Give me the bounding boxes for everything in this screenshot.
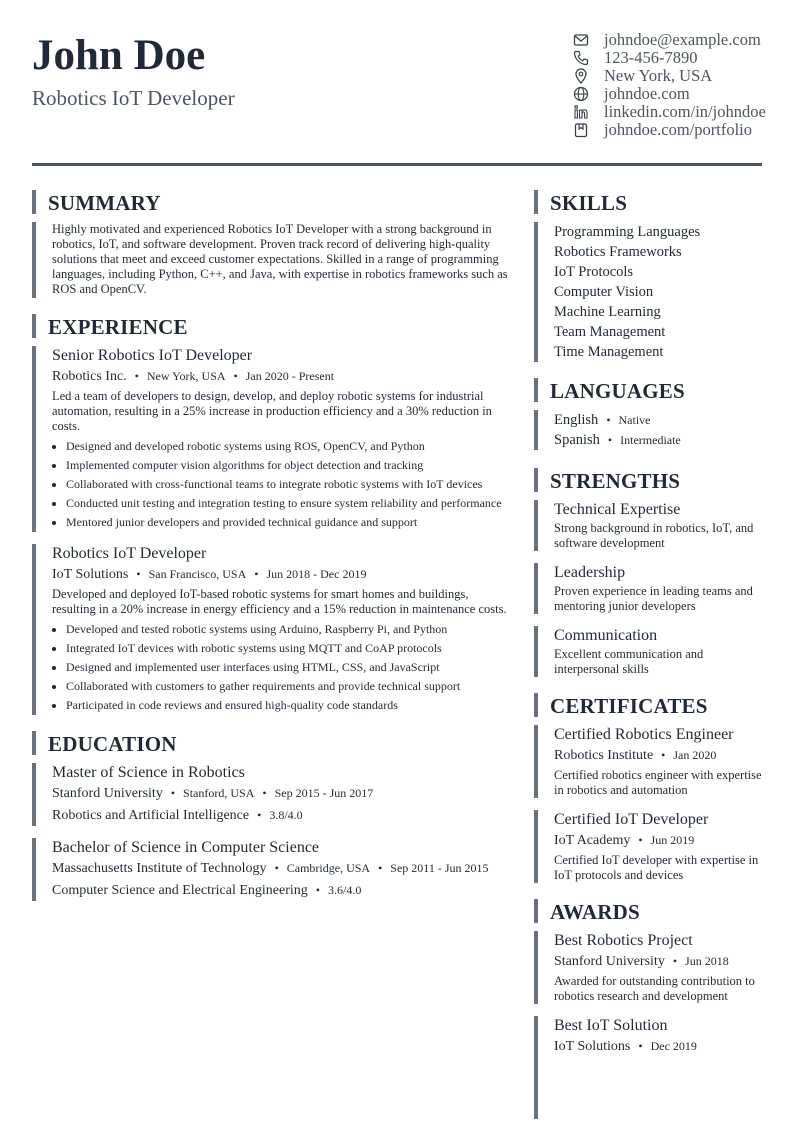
education-gpa: 3.6/4.0 xyxy=(328,883,362,897)
strength-description: Excellent communication and interpersonal skills xyxy=(554,647,704,676)
separator-dot: • xyxy=(257,808,262,822)
education-meta xyxy=(52,858,512,879)
certificate-meta xyxy=(554,830,762,851)
job-bullet: • Designed and developed robotic systems using ROS, OpenCV, and Python xyxy=(66,437,512,456)
job-bullet: • Collaborated with customers to gather requirements and provide technical support xyxy=(66,677,512,696)
award-title: Best IoT Solution xyxy=(554,1017,668,1034)
contact-location-text: New York, USA xyxy=(604,66,713,85)
award-issuer: IoT Solutions xyxy=(554,1039,631,1054)
certificates-heading: CERTIFICATES xyxy=(534,693,762,717)
header-divider xyxy=(32,163,762,166)
job-description: Led a team of developers to design, develop, and deploy robotic systems for industrial automation, resulting in a 25% increase in production efficiency and a 30% reduction in costs. xyxy=(52,389,492,433)
strength-title: Technical Expertise xyxy=(554,501,681,518)
summary-heading: SUMMARY xyxy=(32,190,512,214)
strength-item xyxy=(534,500,762,551)
award-description: Awarded for outstanding contribution to robotics research and development xyxy=(554,974,755,1003)
certificate-title: Certified IoT Developer xyxy=(554,811,709,828)
separator-dot: • xyxy=(607,433,613,447)
job-title: Robotics IoT Developer xyxy=(52,545,207,562)
left-column xyxy=(32,190,512,913)
contact-linkedin[interactable] xyxy=(572,103,772,121)
experience-heading: EXPERIENCE xyxy=(32,314,512,338)
language-name: Spanish xyxy=(554,432,600,448)
award-title: Best Robotics Project xyxy=(554,932,693,949)
separator-dot: • xyxy=(274,861,279,875)
job-bullet: • Mentored junior developers and provided technical guidance and support xyxy=(66,513,512,532)
certificate-item xyxy=(534,810,762,883)
contact-website[interactable] xyxy=(572,85,772,103)
school-name: Massachusetts Institute of Technology xyxy=(52,861,267,876)
summary-block xyxy=(32,222,512,298)
education-item xyxy=(32,763,512,826)
job-location: New York, USA xyxy=(146,369,226,383)
job-bullet: • Implemented computer vision algorithms for object detection and tracking xyxy=(66,456,512,475)
awards-heading: AWARDS xyxy=(534,899,762,923)
skills-block xyxy=(534,222,762,362)
separator-dot: • xyxy=(661,748,666,762)
skill-item: Time Management xyxy=(554,344,664,360)
candidate-title: Robotics IoT Developer xyxy=(32,86,235,110)
job-bullets xyxy=(52,437,512,532)
award-issuer: Stanford University xyxy=(554,954,665,969)
award-date: Jun 2018 xyxy=(685,954,729,968)
education-dates: Sep 2015 - Jun 2017 xyxy=(274,786,374,800)
job-dates: Jun 2018 - Dec 2019 xyxy=(266,567,367,581)
location-icon xyxy=(572,67,590,85)
contact-location xyxy=(572,67,772,85)
contact-portfolio-text: johndoe.com/portfolio xyxy=(604,120,753,139)
separator-dot: • xyxy=(672,954,678,968)
education-field: Computer Science and Electrical Engineering xyxy=(52,883,308,898)
skill-item: IoT Protocols xyxy=(554,264,634,280)
contact-email[interactable] xyxy=(572,31,772,49)
education-field-row xyxy=(52,805,512,826)
separator-dot: • xyxy=(315,883,320,897)
skills-heading: SKILLS xyxy=(534,190,762,214)
strength-item xyxy=(534,563,762,614)
summary-text: Highly motivated and experienced Robotics IoT Developer with a strong background in robotics, IoT, and software development. Proven track record of delivering high-quality solutions that meet and exceed customer expectations. Skilled in a range of programming languages, including Python, C++, and Java, with expertise in robotics frameworks such as ROS and OpenCV. xyxy=(52,222,508,296)
language-item xyxy=(554,410,762,430)
school-location: Stanford, USA xyxy=(183,786,255,800)
linkedin-icon xyxy=(572,103,590,121)
experience-item xyxy=(32,544,512,715)
contact-phone[interactable] xyxy=(572,49,772,67)
skill-item: Robotics Frameworks xyxy=(554,244,682,260)
separator-dot: • xyxy=(254,567,259,581)
education-item xyxy=(32,838,512,901)
separator-dot: • xyxy=(606,413,611,427)
award-item xyxy=(534,1016,762,1119)
separator-dot: • xyxy=(638,1039,643,1053)
certificate-description: Certified IoT developer with expertise in IoT protocols and devices xyxy=(554,853,759,882)
school-location: Cambridge, USA xyxy=(286,861,371,875)
award-item xyxy=(534,931,762,1004)
job-dates: Jan 2020 - Present xyxy=(245,369,335,383)
separator-dot: • xyxy=(134,369,139,383)
certificate-issuer: Robotics Institute xyxy=(554,748,654,763)
certificate-date: Jun 2019 xyxy=(650,833,695,847)
job-meta xyxy=(52,564,512,585)
skill-item: Computer Vision xyxy=(554,284,654,300)
strengths-heading: STRENGTHS xyxy=(534,468,762,492)
strength-title: Leadership xyxy=(554,564,626,581)
job-bullet: • Conducted unit testing and integration testing to ensure system reliability and performance xyxy=(66,494,512,513)
languages-heading: LANGUAGES xyxy=(534,378,762,402)
separator-dot: • xyxy=(170,786,176,800)
skill-item: Machine Learning xyxy=(554,304,661,320)
job-title: Senior Robotics IoT Developer xyxy=(52,347,253,364)
job-bullet: • Participated in code reviews and ensured high-quality code standards xyxy=(66,696,512,715)
candidate-name: John Doe xyxy=(32,32,206,79)
degree-title: Bachelor of Science in Computer Science xyxy=(52,839,320,856)
education-heading: EDUCATION xyxy=(32,731,512,755)
job-bullet: • Collaborated with cross-functional teams to integrate robotic systems with IoT devices xyxy=(66,475,512,494)
job-description: Developed and deployed IoT-based robotic systems for smart homes and buildings, resulting in a 20% increase in energy efficiency and a 15% reduction in maintenance costs. xyxy=(52,587,507,616)
school-name: Stanford University xyxy=(52,786,163,801)
education-dates: Sep 2011 - Jun 2015 xyxy=(390,861,489,875)
job-meta xyxy=(52,366,512,387)
contact-portfolio[interactable] xyxy=(572,121,772,139)
education-gpa: 3.8/4.0 xyxy=(269,808,303,822)
languages-block xyxy=(534,410,762,450)
job-bullet: • Integrated IoT devices with robotic systems using MQTT and CoAP protocols xyxy=(66,639,512,658)
separator-dot: • xyxy=(638,833,643,847)
award-meta xyxy=(554,951,762,972)
language-level: Native xyxy=(618,413,651,427)
skill-item: Team Management xyxy=(554,324,666,340)
language-name: English xyxy=(554,412,599,428)
language-level: Intermediate xyxy=(620,433,681,447)
award-meta xyxy=(554,1036,762,1057)
certificate-issuer: IoT Academy xyxy=(554,833,631,848)
separator-dot: • xyxy=(233,369,238,383)
strength-description: Proven experience in leading teams and mentoring junior developers xyxy=(554,584,753,613)
skill-item: Programming Languages xyxy=(554,224,701,240)
strength-title: Communication xyxy=(554,627,658,644)
separator-dot: • xyxy=(378,861,383,875)
phone-icon xyxy=(572,49,590,67)
resume-header xyxy=(32,0,766,166)
job-location: San Francisco, USA xyxy=(148,567,247,581)
job-bullets xyxy=(52,620,512,715)
contact-phone-text: 123-456-7890 xyxy=(604,48,698,67)
job-company: IoT Solutions xyxy=(52,567,129,582)
mail-icon xyxy=(572,31,590,49)
job-company: Robotics Inc. xyxy=(52,369,127,384)
education-meta xyxy=(52,783,512,804)
job-bullet: • Designed and implemented user interfaces using HTML, CSS, and JavaScript xyxy=(66,658,512,677)
contact-linkedin-text: linkedin.com/in/johndoe xyxy=(604,102,766,121)
contact-email-text: johndoe@example.com xyxy=(604,30,761,49)
resume-page xyxy=(32,0,766,1054)
strength-item xyxy=(534,626,762,677)
certificate-item xyxy=(534,725,762,798)
certificate-description: Certified robotics engineer with expertise in robotics and automation xyxy=(554,768,762,797)
education-field-row xyxy=(52,880,512,901)
certificate-title: Certified Robotics Engineer xyxy=(554,726,734,743)
contact-website-text: johndoe.com xyxy=(604,84,690,103)
award-date: Dec 2019 xyxy=(650,1039,697,1053)
contact-list xyxy=(572,31,772,139)
experience-item xyxy=(32,346,512,532)
certificate-meta xyxy=(554,745,762,766)
job-bullet: • Developed and tested robotic systems using Arduino, Raspberry Pi, and Python xyxy=(66,620,512,639)
language-item xyxy=(554,430,762,450)
strength-description: Strong background in robotics, IoT, and software development xyxy=(554,521,754,550)
globe-icon xyxy=(572,85,590,103)
education-field: Robotics and Artificial Intelligence xyxy=(52,808,250,823)
degree-title: Master of Science in Robotics xyxy=(52,764,245,781)
certificate-date: Jan 2020 xyxy=(673,748,717,762)
portfolio-icon xyxy=(572,121,590,139)
right-column xyxy=(534,190,762,1119)
separator-dot: • xyxy=(262,786,267,800)
separator-dot: • xyxy=(136,567,141,581)
